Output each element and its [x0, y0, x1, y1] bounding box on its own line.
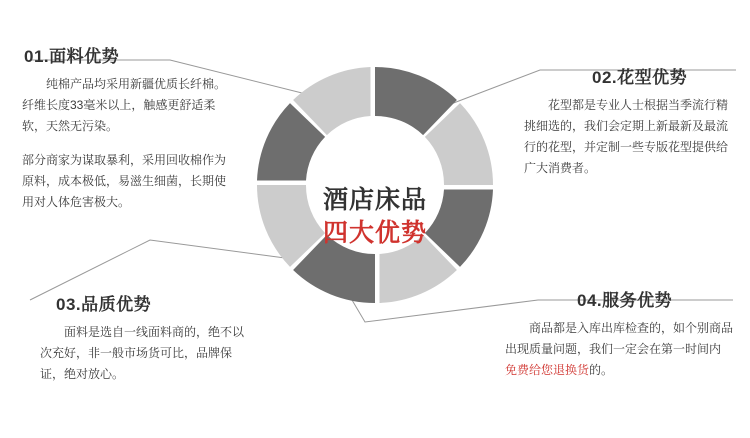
block-paragraph-text: 商品都是入库出库检查的，如个别商品出现质量问题，我们一定会在第一时间内 — [505, 321, 734, 356]
block-paragraph: 花型都是专业人士根据当季流行精挑细选的，我们会定期上新最新及最流行的花型，并定制一些专版花型提供给广大消费者。 — [524, 98, 729, 175]
block-paragraph: 面料是选自一线面料商的，绝不以次充好，非一般市场货可比，品牌保证，绝对放心。 — [40, 325, 245, 381]
block-title-03: 03.品质优势 — [56, 295, 152, 314]
block-body-03 — [40, 322, 252, 385]
block-highlight-text: 免费给您退换货 — [505, 363, 590, 377]
center-label-line2: 四大优势 — [322, 218, 427, 247]
block-body-02 — [524, 95, 736, 179]
block-fabric-advantage — [22, 42, 232, 213]
block-service-advantage — [505, 286, 733, 381]
block-body-01 — [22, 74, 232, 213]
center-label-line1: 酒店床品 — [322, 186, 427, 214]
block-paragraph: 纯棉产品均采用新疆优质长纤棉。纤维长度33毫米以上，触感更舒适柔软，天然无污染。 — [22, 77, 227, 133]
block-title-01: 01.面料优势 — [24, 47, 120, 66]
block-title-02: 02.花型优势 — [592, 68, 688, 87]
block-paragraph — [505, 318, 733, 381]
block-title-04: 04.服务优势 — [577, 291, 673, 310]
block-quality-advantage — [30, 290, 252, 385]
block-body-04 — [505, 318, 733, 381]
block-paragraph: 部分商家为谋取暴利，采用回收棉作为原料，成本极低，易滋生细菌，长期使用对人体危害极大。 — [22, 153, 227, 209]
block-pattern-advantage — [524, 63, 736, 179]
block-paragraph-tail: 的。 — [589, 363, 614, 377]
center-label — [253, 185, 497, 248]
